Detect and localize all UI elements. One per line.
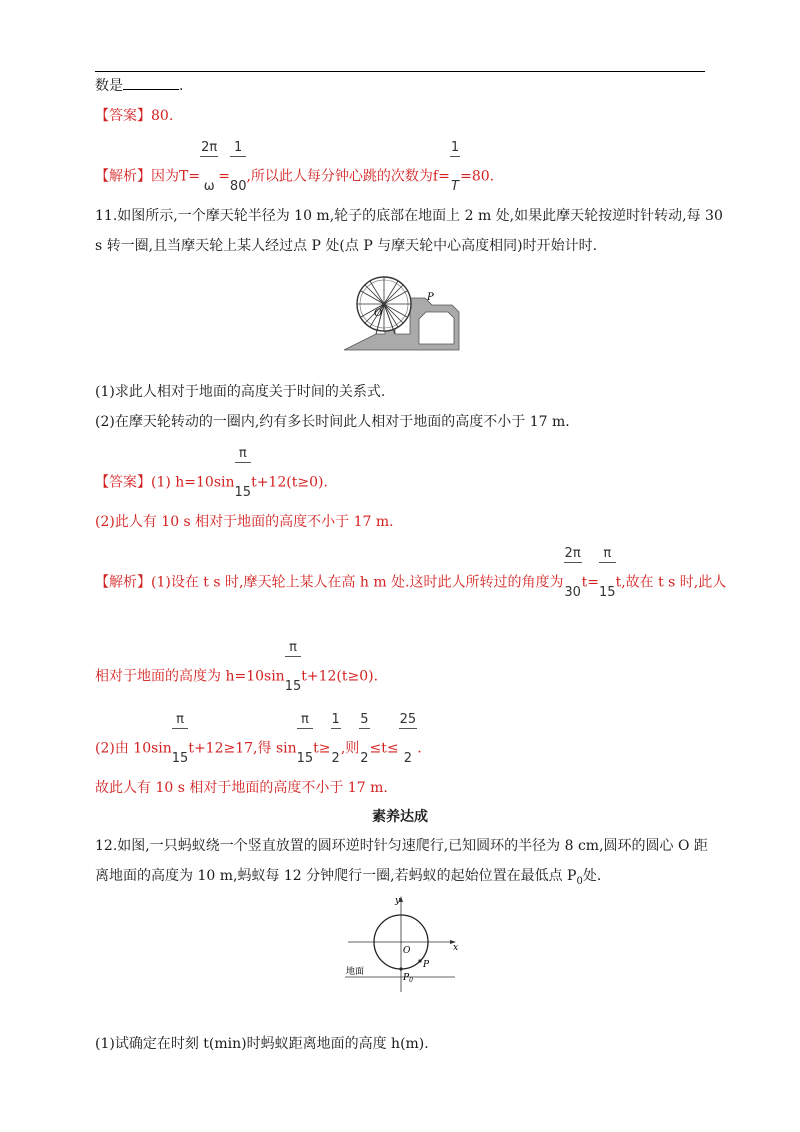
fraction bbox=[450, 140, 460, 194]
answer-text: (1) h=10sin bbox=[151, 474, 235, 491]
answer-value: 80. bbox=[151, 108, 174, 124]
answer-label: 【答案】 bbox=[95, 474, 151, 491]
analysis-text: t+12(t≥0). bbox=[301, 668, 379, 685]
q12-stem-text: 离地面的高度为 10 m,蚂蚁每 12 分钟爬行一圈,若蚂蚁的起始位置在最低点 P bbox=[95, 868, 577, 884]
fraction bbox=[599, 546, 616, 600]
analysis-text: (1)设在 t s 时,摩天轮上某人在高 h m 处.这时此人所转过的角度为 bbox=[151, 574, 564, 591]
analysis-text: =80. bbox=[460, 168, 495, 185]
fraction bbox=[171, 712, 189, 766]
q11-analysis1-line2 bbox=[95, 640, 379, 694]
label-p: P bbox=[427, 292, 434, 303]
fraction-numerator: π bbox=[172, 712, 189, 729]
fraction-numerator: 5 bbox=[360, 712, 369, 727]
label-p: P bbox=[423, 960, 430, 970]
fraction-denominator: 15 bbox=[296, 751, 314, 766]
q11-answer1 bbox=[95, 446, 328, 500]
analysis-text: t+12≥17,得 sin bbox=[188, 740, 297, 757]
fraction-numerator: π bbox=[285, 640, 302, 657]
section-title: 素养达成 bbox=[372, 809, 428, 825]
fraction bbox=[359, 712, 369, 766]
q11-analysis2 bbox=[95, 712, 422, 766]
fraction-denominator: ω bbox=[203, 179, 215, 194]
fraction bbox=[200, 140, 218, 194]
q12-part1: (1)试确定在时刻 t(min)时蚂蚁距离地面的高度 h(m). bbox=[95, 1036, 429, 1052]
q10-tail-period: . bbox=[179, 78, 184, 94]
fraction-numerator: π bbox=[235, 446, 252, 463]
fraction-denominator: 15 bbox=[234, 485, 252, 500]
analysis-text: t≥ bbox=[313, 740, 331, 757]
fraction bbox=[564, 546, 582, 600]
fraction bbox=[296, 712, 314, 766]
answer-blank bbox=[123, 76, 179, 90]
fraction-numerator: 1 bbox=[331, 712, 340, 727]
analysis-text: 相对于地面的高度为 h=10sin bbox=[95, 668, 285, 685]
label-p0-letter: P bbox=[403, 973, 410, 983]
label-o: O bbox=[403, 946, 411, 956]
ferris-wheel-figure bbox=[340, 268, 465, 354]
fraction-numerator: π bbox=[599, 546, 616, 563]
answer-text: t+12(t≥0). bbox=[251, 474, 328, 491]
fraction-denominator: T bbox=[451, 179, 459, 194]
label-x: x bbox=[453, 943, 459, 953]
q10-tail bbox=[95, 76, 183, 96]
point-p bbox=[418, 959, 421, 962]
fraction-denominator: 30 bbox=[564, 585, 581, 600]
ant-circle-figure bbox=[340, 892, 465, 997]
fraction bbox=[399, 712, 418, 766]
analysis-text: (2)由 10sin bbox=[95, 740, 172, 757]
q11-part1: (1)求此人相对于地面的高度关于时间的关系式. bbox=[95, 384, 386, 400]
analysis-text: ,所以此人每分钟心跳的次数为f= bbox=[246, 168, 450, 185]
fraction-denominator: 15 bbox=[171, 751, 189, 766]
platform-cutout bbox=[419, 312, 454, 344]
fraction-denominator: 15 bbox=[284, 679, 302, 694]
analysis-text: t,故在 t s 时,此人 bbox=[615, 574, 727, 591]
fraction bbox=[234, 446, 252, 500]
label-y: y bbox=[395, 896, 401, 906]
analysis-label: 【解析】 bbox=[95, 168, 151, 185]
q11-answer2: (2)此人有 10 s 相对于地面的高度不小于 17 m. bbox=[95, 514, 394, 530]
fraction-numerator: 2π bbox=[201, 140, 218, 155]
fraction-denominator: 2 bbox=[360, 751, 369, 766]
q11-stem-line2: s 转一圈,且当摩天轮上某人经过点 P 处(点 P 与摩天轮中心高度相同)时开始计时. bbox=[95, 238, 598, 254]
label-o: O bbox=[374, 308, 383, 319]
fraction bbox=[284, 640, 302, 694]
fraction bbox=[229, 140, 247, 194]
analysis-text: t= bbox=[581, 574, 600, 591]
fraction-numerator: 1 bbox=[450, 140, 460, 155]
fraction-denominator: 2 bbox=[403, 751, 413, 766]
analysis-label: 【解析】 bbox=[95, 574, 151, 591]
q12-stem-line2 bbox=[95, 866, 601, 892]
fraction-numerator: π bbox=[297, 712, 314, 729]
label-ground: 地面 bbox=[346, 967, 365, 977]
q11-conclusion: 故此人有 10 s 相对于地面的高度不小于 17 m. bbox=[95, 780, 388, 796]
fraction-denominator: 80 bbox=[229, 179, 247, 194]
point-p0 bbox=[399, 967, 402, 970]
analysis-text: 因为T= bbox=[151, 168, 201, 185]
q11-part2: (2)在摩天轮转动的一圈内,约有多长时间此人相对于地面的高度不小于 17 m. bbox=[95, 414, 570, 430]
q10-tail-text: 数是 bbox=[95, 78, 123, 94]
label-p0-subscript: 0 bbox=[409, 977, 413, 984]
subscript: 0 bbox=[576, 875, 583, 887]
fraction-numerator: 1 bbox=[230, 140, 247, 157]
analysis-text: ≤t≤ bbox=[369, 740, 399, 757]
q10-answer bbox=[95, 106, 173, 126]
q12-stem-text: 处. bbox=[582, 868, 602, 884]
fraction-denominator: 2 bbox=[331, 751, 340, 766]
analysis-text: . bbox=[417, 740, 422, 757]
q12-stem-line1: 12.如图,一只蚂蚁绕一个竖直放置的圆环逆时针匀速爬行,已知圆环的半径为 8 cm,圆环的圆心 O 距 bbox=[95, 838, 708, 854]
fraction bbox=[331, 712, 341, 766]
answer-label: 【答案】 bbox=[95, 108, 151, 124]
fraction-numerator: 2π bbox=[564, 546, 581, 561]
top-rule bbox=[95, 71, 705, 72]
analysis-text: ,则 bbox=[340, 740, 360, 757]
fraction-denominator: 15 bbox=[599, 585, 616, 600]
fraction-numerator: 25 bbox=[399, 712, 417, 727]
label-p0 bbox=[402, 973, 413, 984]
analysis-text: = bbox=[218, 168, 230, 185]
q11-stem-line1: 11.如图所示,一个摩天轮半径为 10 m,轮子的底部在地面上 2 m 处,如果此摩天轮按逆时针转动,每 30 bbox=[95, 208, 723, 224]
